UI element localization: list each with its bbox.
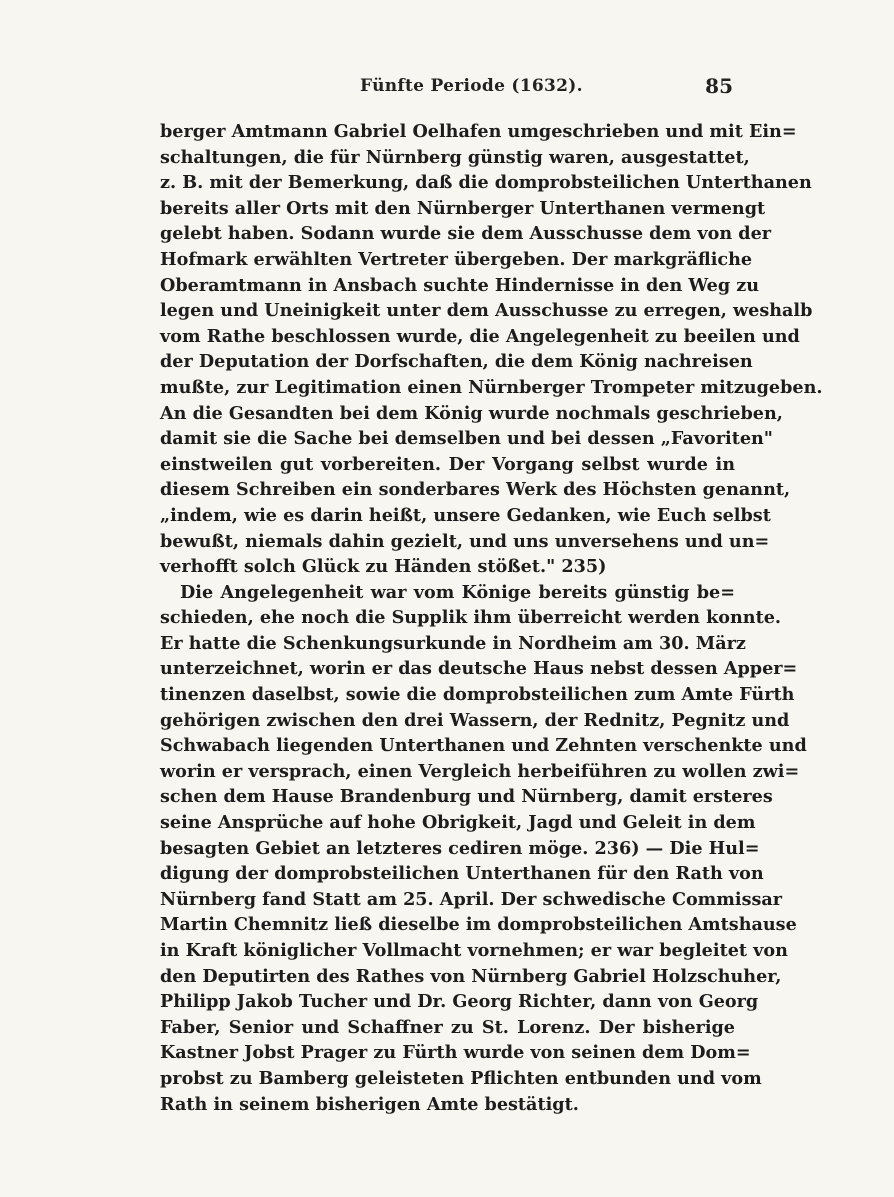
- text-line: gelebt haben. Sodann wurde sie dem Ausschusse dem von der: [160, 223, 772, 245]
- text-line: einstweilen gut vorbereiten. Der Vorgang selbst wurde in: [160, 453, 735, 475]
- text-line: vom Rathe beschlossen wurde, die Angelegenheit zu beeilen und: [160, 325, 800, 347]
- running-title: Fünfte Periode (1632).: [360, 76, 583, 96]
- text-line: Nürnberg fand Statt am 25. April. Der schwedische Commissar: [160, 888, 783, 910]
- text-line: Rath in seinem bisherigen Amte bestätigt.: [160, 1093, 579, 1115]
- text-line: legen und Uneinigkeit unter dem Ausschusse zu erregen, weshalb: [160, 300, 813, 322]
- page-header: [160, 72, 735, 102]
- text-line: diesem Schreiben ein sonderbares Werk des Höchsten genannt,: [160, 479, 791, 501]
- text-line: Schwabach liegenden Unterthanen und Zehnten verschenkte und: [160, 735, 807, 757]
- page-number: 85: [705, 74, 733, 98]
- text-line: Kastner Jobst Prager zu Fürth wurde von seinen dem Dom=: [160, 1042, 751, 1064]
- text-line: gehörigen zwischen den drei Wassern, der Rednitz, Pegnitz und: [160, 709, 790, 731]
- paragraph-start-line: Die Angelegenheit war vom Könige bereits günstig be=: [180, 581, 735, 603]
- text-line: damit sie die Sache bei demselben und bei dessen „Favoriten": [160, 428, 773, 450]
- text-line: z. B. mit der Bemerkung, daß die domprobsteilichen Unterthanen: [160, 172, 812, 194]
- body-text: [160, 119, 823, 1117]
- text-line: seine Ansprüche auf hohe Obrigkeit, Jagd und Geleit in dem: [160, 812, 756, 834]
- text-line: schieden, ehe noch die Supplik ihm überreicht werden konnte.: [160, 607, 782, 629]
- text-line: schen dem Hause Brandenburg und Nürnberg, damit ersteres: [160, 786, 773, 808]
- text-line: unterzeichnet, worin er das deutsche Haus nebst dessen Apper=: [160, 658, 798, 680]
- text-line: schaltungen, die für Nürnberg günstig waren, ausgestattet,: [160, 146, 750, 168]
- text-line: Er hatte die Schenkungsurkunde in Nordheim am 30. März: [160, 632, 746, 654]
- text-line: digung der domprobsteilichen Unterthanen für den Rath von: [160, 863, 764, 885]
- text-line: der Deputation der Dorfschaften, die dem König nachreisen: [160, 351, 753, 373]
- text-line: bereits aller Orts mit den Nürnberger Unterthanen vermengt: [160, 197, 766, 219]
- text-line: besagten Gebiet an letzteres cediren möge. 236) — Die Hul=: [160, 837, 760, 859]
- text-line: mußte, zur Legitimation einen Nürnberger Trompeter mitzugeben.: [160, 376, 823, 398]
- text-line: Hofmark erwählten Vertreter übergeben. Der markgräfliche: [160, 248, 753, 270]
- text-line: probst zu Bamberg geleisteten Pflichten entbunden und vom: [160, 1067, 762, 1089]
- text-line: tinenzen daselbst, sowie die domprobsteilichen zum Amte Fürth: [160, 684, 795, 706]
- text-line: bewußt, niemals dahin gezielt, und uns unversehens und un=: [160, 530, 770, 552]
- text-line: Martin Chemnitz ließ dieselbe im domprobsteilichen Amtshause: [160, 914, 797, 936]
- text-line: Faber, Senior und Schaffner zu St. Lorenz. Der bisherige: [160, 1016, 735, 1038]
- text-line: den Deputirten des Rathes von Nürnberg Gabriel Holzschuher,: [160, 965, 782, 987]
- text-line: An die Gesandten bei dem König wurde nochmals geschrieben,: [160, 402, 783, 424]
- text-line: Philipp Jakob Tucher und Dr. Georg Richter, dann von Georg: [160, 991, 759, 1013]
- text-line: in Kraft königlicher Vollmacht vornehmen; er war begleitet von: [160, 940, 788, 961]
- text-line: Oberamtmann in Ansbach suchte Hindernisse in den Weg zu: [160, 274, 760, 296]
- text-line: worin er versprach, einen Vergleich herbeiführen zu wollen zwi=: [160, 760, 800, 782]
- text-line: „indem, wie es darin heißt, unsere Gedanken, wie Euch selbst: [160, 504, 771, 526]
- text-line: verhofft solch Glück zu Händen stößet." 235): [160, 556, 607, 578]
- text-line: berger Amtmann Gabriel Oelhafen umgeschrieben und mit Ein=: [160, 121, 797, 142]
